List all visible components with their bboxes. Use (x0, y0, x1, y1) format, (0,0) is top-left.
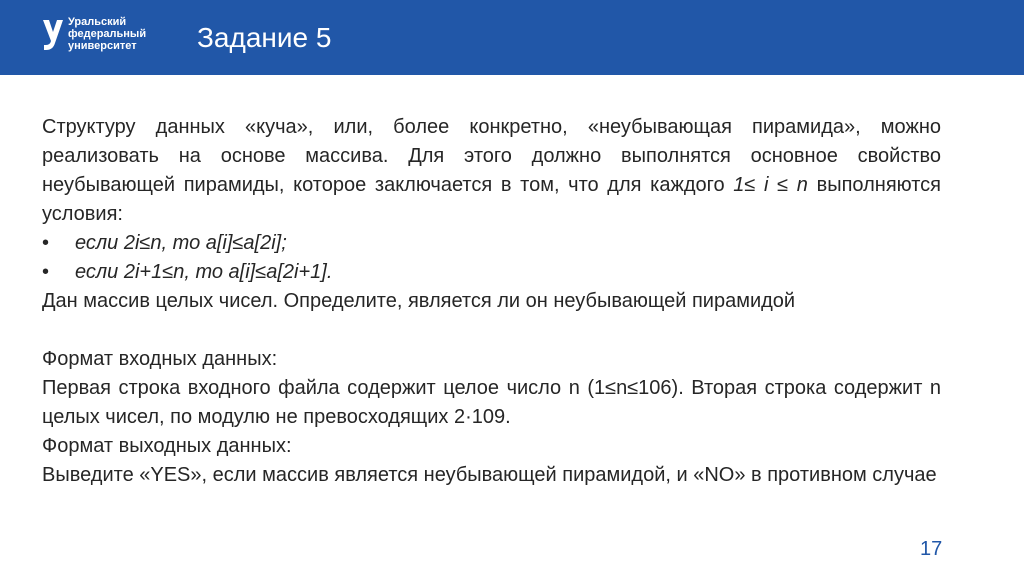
slide-content (42, 113, 941, 490)
condition-suffix: выполняются условия: (42, 174, 941, 225)
bullet-text: если 2i≤n, то a[i]≤a[2i]; (75, 232, 287, 254)
task-statement: Дан массив целых чисел. Определите, является ли он неубывающей пирамидой (42, 290, 796, 312)
bullet-item (42, 258, 941, 287)
bullet-icon: • (42, 261, 50, 283)
university-logo (41, 15, 151, 57)
bullet-text: если 2i+1≤n, то a[i]≤a[2i+1]. (75, 261, 333, 283)
bullet-item (42, 229, 941, 258)
logo-line: федеральный (68, 28, 147, 40)
input-format-heading: Формат входных данных: (42, 348, 278, 370)
intro-paragraph (42, 113, 941, 229)
slide-title: Задание 5 (197, 22, 332, 53)
input-format-text: Первая строка входного файла содержит целое число n (1≤n≤106). Вторая строка содержит n целых чисел, по модулю не превосходящих 2·109. (42, 377, 942, 428)
logo-text (68, 16, 146, 52)
spacer (42, 316, 941, 345)
logo-mark-icon (41, 17, 65, 53)
condition-range: 1≤ i ≤ n (733, 174, 808, 196)
header-bar (0, 0, 1024, 75)
logo-line: университет (68, 40, 137, 52)
bullet-icon: • (42, 232, 50, 254)
output-format-heading: Формат выходных данных: (42, 435, 292, 457)
logo-line: Уральский (68, 16, 127, 28)
intro-text: Структуру данных «куча», или, более конкретно, «неубывающая пирамида», можно реализовать на основе массива. Для этого должно выполнятся основное свойство неубывающей пирамиды, которое заключается в том, что для каждого (42, 116, 941, 196)
page-number: 17 (920, 538, 943, 560)
output-format-text: Выведите «YES», если массив является неубывающей пирамидой, и «NO» в противном случае (42, 464, 937, 486)
